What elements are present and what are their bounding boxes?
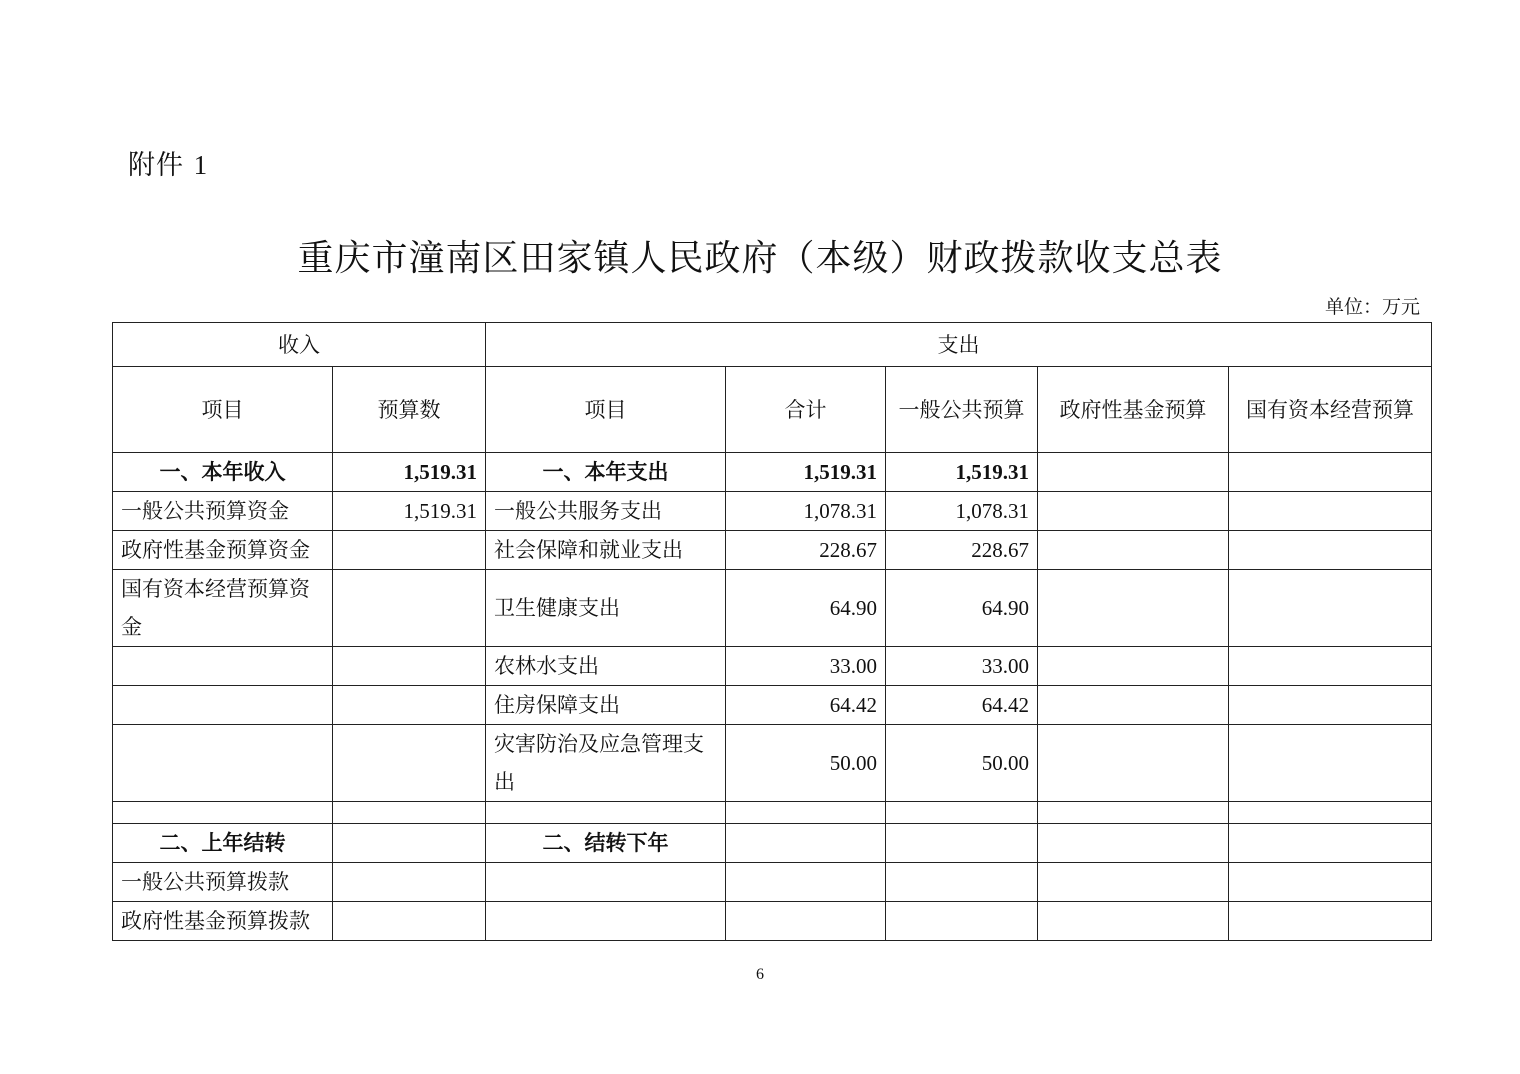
expense-item-cell: 二、结转下年 [486,824,726,863]
income-item-cell: 政府性基金预算拨款 [113,902,333,941]
income-budget-cell [333,902,486,941]
income-budget-cell: 1,519.31 [333,453,486,492]
state-capital-budget-header: 国有资本经营预算 [1229,367,1432,453]
gov-fund-cell [1038,902,1229,941]
total-cell: 50.00 [726,725,886,802]
table-row [113,492,1432,531]
general-cell [886,902,1038,941]
table-row [113,824,1432,863]
table-row [113,686,1432,725]
document-title: 重庆市潼南区田家镇人民政府（本级）财政拨款收支总表 [297,238,1223,279]
total-cell: 64.90 [726,570,886,647]
income-item-cell [113,686,333,725]
gov-fund-cell [1038,570,1229,647]
gov-fund-budget-header: 政府性基金预算 [1038,367,1229,453]
gov-fund-cell [1038,453,1229,492]
income-budget-cell [333,647,486,686]
state-capital-cell [1229,725,1432,802]
total-cell [726,802,886,824]
income-item-cell [113,647,333,686]
state-capital-cell [1229,686,1432,725]
expense-item-cell: 一般公共服务支出 [486,492,726,531]
income-header: 收入 [113,323,486,367]
attachment-number: 1 [193,150,209,180]
general-cell [886,802,1038,824]
total-cell: 33.00 [726,647,886,686]
income-budget-cell [333,802,486,824]
table-row [113,863,1432,902]
gov-fund-cell [1038,824,1229,863]
gov-fund-cell [1038,531,1229,570]
header-row-1 [113,323,1432,367]
general-cell [886,863,1038,902]
total-header: 合计 [726,367,886,453]
expense-item-header: 项目 [486,367,726,453]
income-budget-cell [333,725,486,802]
general-cell: 64.42 [886,686,1038,725]
gov-fund-cell [1038,802,1229,824]
gov-fund-cell [1038,725,1229,802]
total-cell [726,902,886,941]
expense-item-cell: 社会保障和就业支出 [486,531,726,570]
unit-label: 单位：万元 [1324,296,1420,318]
expense-item-cell: 灾害防治及应急管理支出 [486,725,726,802]
income-item-cell: 政府性基金预算资金 [113,531,333,570]
income-budget-cell [333,824,486,863]
income-budget-cell [333,863,486,902]
total-cell: 1,078.31 [726,492,886,531]
general-cell: 50.00 [886,725,1038,802]
gov-fund-cell [1038,492,1229,531]
income-item-cell: 二、上年结转 [113,824,333,863]
income-item-cell [113,802,333,824]
state-capital-cell [1229,570,1432,647]
gov-fund-cell [1038,863,1229,902]
expense-item-cell: 住房保障支出 [486,686,726,725]
expense-item-cell: 一、本年支出 [486,453,726,492]
gov-fund-cell [1038,686,1229,725]
state-capital-cell [1229,531,1432,570]
page-number: 6 [756,966,764,983]
general-cell: 228.67 [886,531,1038,570]
income-item-cell: 一般公共预算拨款 [113,863,333,902]
expense-item-cell [486,802,726,824]
header-row-2 [113,367,1432,453]
gov-fund-cell [1038,647,1229,686]
income-item-cell: 国有资本经营预算资金 [113,570,333,647]
state-capital-cell [1229,824,1432,863]
income-item-header: 项目 [113,367,333,453]
state-capital-cell [1229,863,1432,902]
expense-item-cell [486,863,726,902]
table-row [113,453,1432,492]
general-cell: 1,519.31 [886,453,1038,492]
table-row [113,725,1432,802]
budget-table [112,322,1432,941]
state-capital-cell [1229,453,1432,492]
income-budget-cell [333,570,486,647]
expense-item-cell: 农林水支出 [486,647,726,686]
attachment-label [128,143,208,182]
state-capital-cell [1229,802,1432,824]
table-row [113,647,1432,686]
table-row [113,570,1432,647]
table-row [113,902,1432,941]
state-capital-cell [1229,902,1432,941]
table-row [113,531,1432,570]
income-item-cell: 一般公共预算资金 [113,492,333,531]
total-cell: 1,519.31 [726,453,886,492]
income-item-cell: 一、本年收入 [113,453,333,492]
income-budget-cell [333,531,486,570]
expense-item-cell: 卫生健康支出 [486,570,726,647]
general-cell [886,824,1038,863]
income-budget-cell [333,686,486,725]
table-row [113,802,1432,824]
expense-header: 支出 [486,323,1432,367]
state-capital-cell [1229,492,1432,531]
general-cell: 1,078.31 [886,492,1038,531]
state-capital-cell [1229,647,1432,686]
attachment-text: 附件 [128,150,184,181]
total-cell [726,863,886,902]
general-budget-header: 一般公共预算 [886,367,1038,453]
income-budget-cell: 1,519.31 [333,492,486,531]
total-cell: 228.67 [726,531,886,570]
general-cell: 64.90 [886,570,1038,647]
income-budget-header: 预算数 [333,367,486,453]
total-cell [726,824,886,863]
general-cell: 33.00 [886,647,1038,686]
income-item-cell [113,725,333,802]
total-cell: 64.42 [726,686,886,725]
expense-item-cell [486,902,726,941]
